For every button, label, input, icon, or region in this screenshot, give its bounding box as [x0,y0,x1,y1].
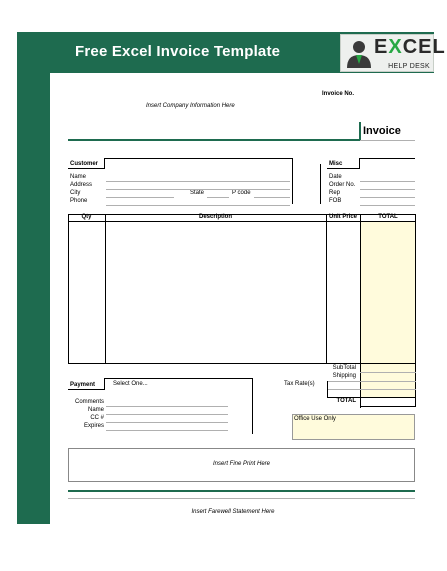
left-sidebar-bar [17,32,50,524]
misc-fob-field[interactable] [360,205,415,206]
customer-state-label: State [190,190,205,196]
title-rule [68,139,360,141]
excel-help-desk-logo [340,34,446,72]
office-use-label: Office Use Only [294,416,336,422]
misc-order-field[interactable] [360,189,415,190]
payment-cc-field[interactable] [106,422,228,423]
total-field[interactable] [360,397,416,407]
customer-tab-left [104,158,105,168]
customer-name-field[interactable] [106,181,290,182]
misc-heading-rule [327,168,360,169]
tax-box-left [327,381,328,397]
footer-thin-rule [68,498,415,499]
company-info-placeholder: Insert Company Information Here [146,103,235,109]
total-column-fill [361,221,415,363]
payment-name-field[interactable] [106,414,228,415]
payment-heading: Payment [70,382,96,388]
payment-name-label: Name [87,407,104,413]
col-header-unit-price: Unit Price [328,214,357,220]
customer-name-label: Name [70,174,87,180]
page-title: Free Excel Invoice Template [75,43,281,60]
misc-date-field[interactable] [360,181,415,182]
customer-heading-rule [68,168,105,169]
payment-method-select[interactable]: Select One... [113,381,148,387]
payment-comments-label: Comments [74,399,104,405]
col-header-total: TOTAL [378,214,398,220]
table-header-rule [68,221,416,222]
payment-comments-field[interactable] [106,406,228,407]
misc-tab-top [359,158,415,159]
shipping-field[interactable] [327,381,416,382]
payment-expires-field[interactable] [106,430,228,431]
payment-tab-top [104,378,252,379]
logo-subtext: HELP DESK [388,63,430,70]
payment-expires-label: Expires [83,423,104,429]
customer-pcode-label: P code [232,190,251,196]
tax-rate-label: Tax Rate(s) [284,381,315,387]
col-header-description: Description [198,214,232,220]
misc-left-rule [320,164,321,204]
customer-pcode-field[interactable] [254,197,290,198]
misc-date-label: Date [329,174,342,180]
misc-rep-label: Rep [329,190,341,196]
invoice-title-underline [360,140,415,141]
shipping-label: Shipping [332,373,356,379]
customer-tab-top [104,158,292,159]
invoice-title-bracket [359,122,361,141]
payment-cc-label: CC # [90,415,104,421]
tax-field[interactable] [327,389,416,390]
logo-text: EXCEL [374,36,446,58]
invoice-title: Invoice [363,125,401,137]
subtotal-label: SubTotal [332,365,356,371]
customer-city-label: City [70,190,81,196]
total-label: TOTAL [336,398,356,404]
farewell-text: Insert Farewell Statement Here [191,509,275,515]
fine-print-text: Insert Fine Print Here [212,461,271,467]
payment-heading-rule [68,389,105,390]
misc-tab-left [359,158,360,168]
customer-phone-field[interactable] [106,205,290,206]
invoice-number-label: Invoice No. [322,91,355,97]
payment-tab-left [104,378,105,389]
misc-fob-label: FOB [329,198,342,204]
customer-address-label: Address [70,182,93,188]
customer-state-field[interactable] [207,197,229,198]
table-col-divider-1 [105,214,106,364]
col-header-qty: Qty [81,214,92,220]
customer-heading: Customer [70,161,99,167]
table-col-divider-2 [326,214,327,364]
misc-rep-field[interactable] [360,197,415,198]
footer-rule [68,490,415,492]
customer-tab-right [292,158,293,204]
table-col-divider-3 [360,214,361,364]
subtotal-field[interactable] [360,372,416,373]
misc-heading: Misc [329,161,343,167]
payment-tab-right [252,378,253,434]
customer-phone-label: Phone [70,198,88,204]
customer-address-field[interactable] [106,189,290,190]
customer-city-field[interactable] [106,197,174,198]
misc-order-label: Order No. [329,182,356,188]
person-icon [345,38,373,68]
